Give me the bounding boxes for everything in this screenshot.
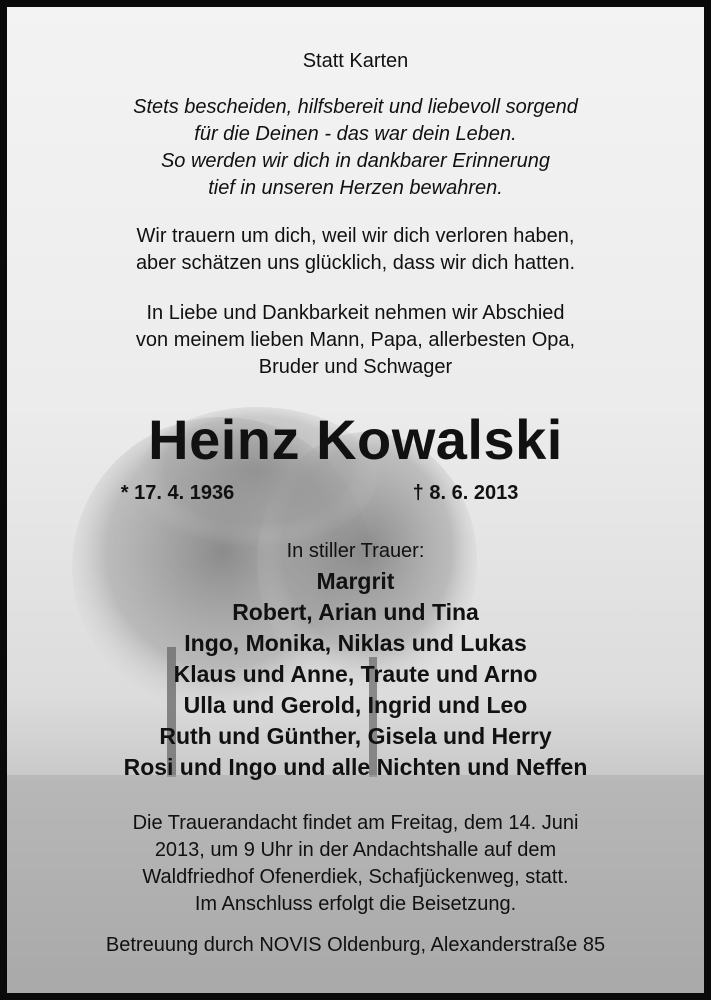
mourner-line: Klaus und Anne, Traute und Arno: [173, 661, 538, 687]
mourner-line: Ruth und Günther, Gisela und Herry: [159, 723, 552, 749]
service-line: Im Anschluss erfolgt die Beisetzung.: [194, 893, 517, 915]
birth-date: * 17. 4. 1936: [120, 482, 235, 504]
poem-line: Stets bescheiden, hilfsbereit und liebevoll sorgend: [133, 96, 578, 118]
mourners-intro: In stiller Trauer:: [286, 540, 425, 562]
quote-line: aber schätzen uns glücklich, dass wir dich hatten.: [135, 252, 576, 274]
poem-line: So werden wir dich in dankbarer Erinnerung: [160, 150, 551, 172]
poem-line: tief in unseren Herzen bewahren.: [208, 177, 503, 199]
farewell-line: von meinem lieben Mann, Papa, allerbesten Opa,: [135, 329, 576, 351]
death-date: † 8. 6. 2013: [412, 482, 519, 504]
service-line: Die Trauerandacht findet am Freitag, dem 14. Juni: [132, 812, 579, 834]
poem-line: für die Deinen - das war dein Leben.: [194, 123, 517, 145]
farewell-line: Bruder und Schwager: [258, 356, 453, 378]
farewell-line: In Liebe und Dankbarkeit nehmen wir Abschied: [146, 302, 565, 324]
mourner-line: Rosi und Ingo und alle Nichten und Neffen: [123, 754, 588, 780]
mourner-line: Robert, Arian und Tina: [232, 599, 479, 625]
service-line: Waldfriedhof Ofenerdiek, Schafjückenweg, statt.: [142, 866, 569, 888]
footer-text: Betreuung durch NOVIS Oldenburg, Alexanderstraße 85: [105, 934, 606, 956]
service-line: 2013, um 9 Uhr in der Andachtshalle auf dem: [154, 839, 557, 861]
deceased-name: Heinz Kowalski: [148, 408, 563, 471]
header-text: Statt Karten: [302, 50, 409, 72]
mourner-line: Ingo, Monika, Niklas und Lukas: [184, 630, 527, 656]
mourner-line: Margrit: [316, 568, 395, 594]
quote-line: Wir trauern um dich, weil wir dich verloren haben,: [136, 225, 575, 247]
mourner-line: Ulla und Gerold, Ingrid und Leo: [183, 692, 528, 718]
